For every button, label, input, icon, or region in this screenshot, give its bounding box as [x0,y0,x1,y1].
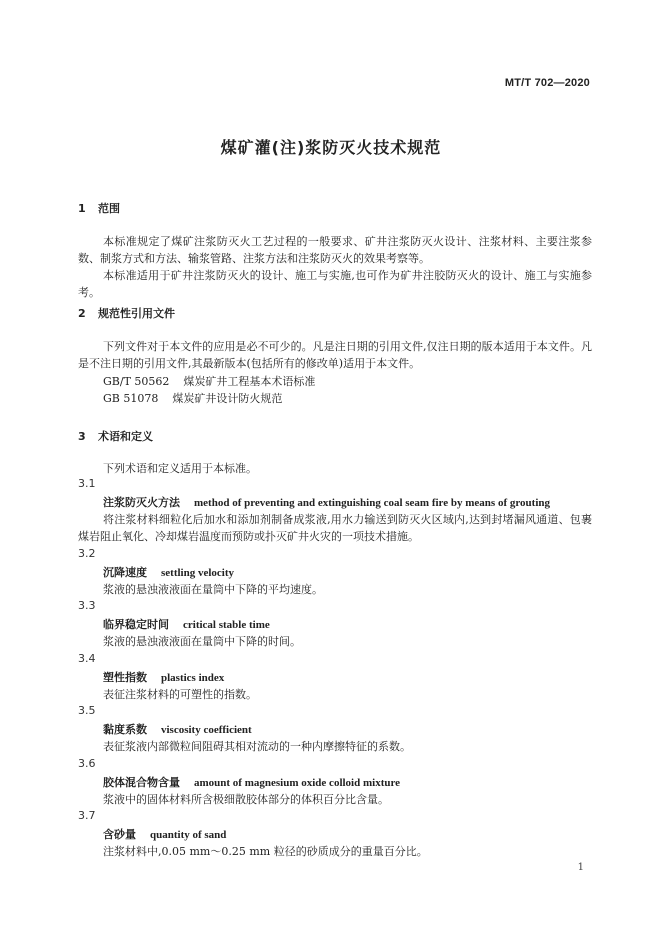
term-definition: 注浆材料中,0.05 mm～0.25 mm 粒径的砂质成分的重量百分比。 [103,845,428,858]
term-heading [103,669,224,685]
term-definition: 表征注浆材料的可塑性的指数。 [103,688,257,701]
section-3-heading [78,428,153,444]
document-title: 煤矿灌(注)浆防灭火技术规范 [220,138,442,157]
term-cn: 塑性指数 [103,671,147,684]
clause-number: 3.7 [78,809,96,822]
term-heading [103,826,226,842]
term-heading [103,721,252,737]
term-definition: 浆液的悬浊液液面在量筒中下降的平均速度。 [103,583,323,596]
references-paragraph: 下列文件对于本文件的应用是必不可少的。凡是注日期的引用文件,仅注日期的版本适用于本文件。凡是不注日期的引用文件,其最新版本(包括所有的修改单)适用于本文件。 [78,340,592,370]
scope-paragraph-1: 本标准规定了煤矿注浆防灭火工艺过程的一般要求、矿井注浆防灭火设计、注浆材料、主要注浆参数、制浆方式和方法、输浆管路、注浆方法和注浆防灭火的效果考察等。 [78,235,592,265]
clause-number: 3.4 [78,652,96,665]
reference-title: 煤炭矿井设计防火规范 [172,392,283,405]
term-cn: 胶体混合物含量 [103,776,180,789]
term-definition: 浆液的悬浊液液面在量筒中下降的时间。 [103,635,301,648]
section-2-heading [78,305,175,321]
term-en: settling velocity [161,567,235,579]
section-number: 3 [78,430,86,443]
section-title: 范围 [98,202,120,215]
term-en: quantity of sand [150,829,227,841]
term-heading [103,564,234,580]
reference-code: GB/T 50562 [103,375,170,388]
term-heading [103,494,550,510]
section-1-heading [78,200,120,216]
page-number: 1 [577,862,584,873]
terms-intro: 下列术语和定义适用于本标准。 [103,462,257,475]
section-title: 规范性引用文件 [98,307,175,320]
term-cn: 黏度系数 [103,723,147,736]
term-en: plastics index [161,672,225,684]
term-en: amount of magnesium oxide colloid mixture [194,777,401,789]
term-cn: 临界稳定时间 [103,618,169,631]
clause-number: 3.1 [78,477,96,490]
reference-item [103,373,315,389]
clause-number: 3.2 [78,547,96,560]
section-number: 2 [78,307,86,320]
term-definition: 将注浆材料细粒化后加水和添加剂制备成浆液,用水力输送到防灭火区域内,达到封堵漏风通道、包裹煤岩阻止氧化、冷却煤岩温度而预防或扑灭矿井火灾的一项技术措施。 [78,513,592,543]
term-en: method of preventing and extinguishing coal seam fire by means of grouting [194,497,550,509]
term-cn: 含砂量 [103,828,136,841]
term-definition: 表征浆液内部微粒间阻碍其相对流动的一种内摩擦特征的系数。 [103,740,411,753]
term-en: critical stable time [183,619,270,631]
reference-item [103,390,282,406]
clause-number: 3.5 [78,704,96,717]
term-cn: 沉降速度 [103,566,147,579]
clause-number: 3.3 [78,599,96,612]
term-en: viscosity coefficient [161,724,252,736]
section-number: 1 [78,202,86,215]
reference-code: GB 51078 [103,392,159,405]
term-heading [103,774,400,790]
term-heading [103,616,270,632]
standard-code: MT/T 702—2020 [504,77,590,89]
term-definition: 浆液中的固体材料所含极细散胶体部分的体积百分比含量。 [103,793,389,806]
reference-title: 煤炭矿井工程基本术语标准 [183,375,316,388]
clause-number: 3.6 [78,757,96,770]
term-cn: 注浆防灭火方法 [103,496,180,509]
section-title: 术语和定义 [98,430,153,443]
scope-paragraph-2: 本标准适用于矿井注浆防灭火的设计、施工与实施,也可作为矿井注胶防灭火的设计、施工与实施参考。 [78,269,592,299]
